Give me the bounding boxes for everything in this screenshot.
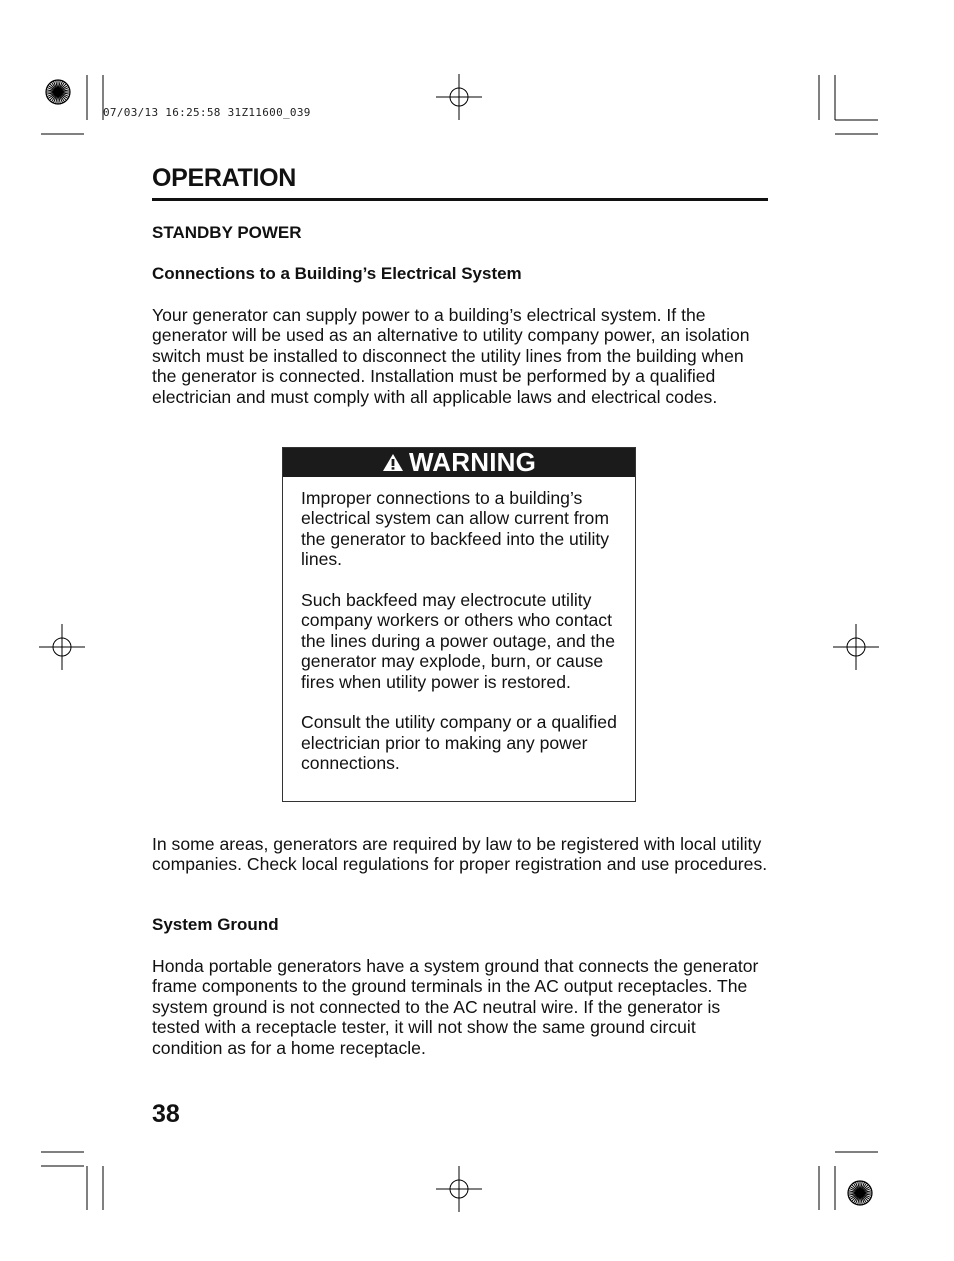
print-timestamp: 07/03/13 16:25:58 31Z11600_039 [103,106,311,119]
paragraph-system-ground: Honda portable generators have a system ground that connects the generator frame components to the ground terminals in the AC output receptacles. The system ground is not connected to the AC neutral wire. If the generator is tested with a receptacle tester, it will not show the same ground circuit condition as for a home receptacle. [152,956,759,1058]
warning-box [282,447,636,802]
warning-label: WARNING [408,447,537,477]
warning-header [283,448,635,477]
paragraph-connections: Your generator can supply power to a building’s electrical system. If the generator will be used as an alternative to utility company power, an isolation switch must be installed to disconnect the utility lines from the building when the generator is connected. Installation must be performed by a qualified electrician and must comply with all applicable laws and electrical codes. [152,305,750,407]
warning-paragraph: Such backfeed may electrocute utility company workers or others who contact the lines during a power outage, and the generator may explode, burn, or cause fires when utility power is restored. [301,590,615,692]
title-rule [152,198,768,201]
warning-triangle-icon [382,453,404,472]
subheading-standby-power: STANDBY POWER [152,223,302,242]
subheading-connections: Connections to a Building’s Electrical System [152,264,522,283]
page-number: 38 [152,1100,180,1128]
subheading-system-ground: System Ground [152,915,279,934]
paragraph-registration: In some areas, generators are required by law to be registered with local utility companies. Check local regulations for proper registration and use procedures. [152,834,768,875]
warning-paragraph: Improper connections to a building’s electrical system can allow current from the generator to backfeed into the utility lines. [301,488,610,570]
warning-paragraph: Consult the utility company or a qualified electrician prior to making any power connections. [301,712,617,774]
warning-body [283,477,635,774]
section-title: OPERATION [152,164,297,192]
